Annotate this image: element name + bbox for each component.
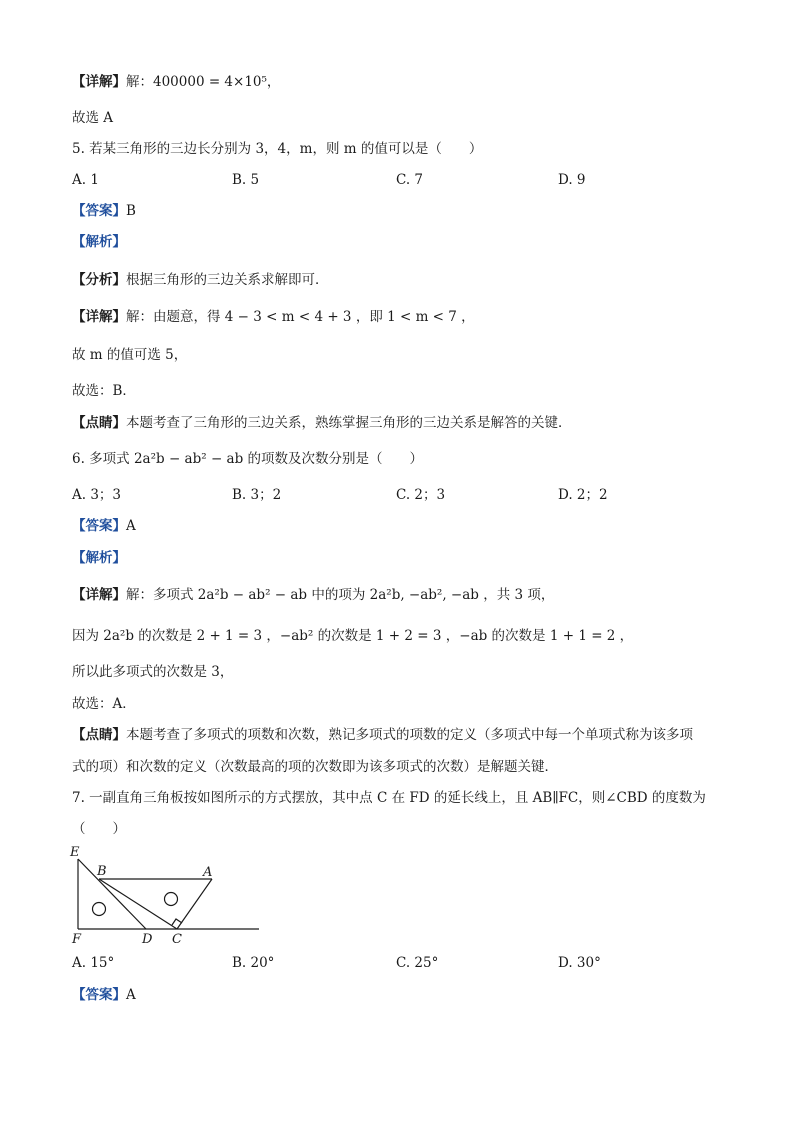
q7-stem-2: （ ） — [72, 821, 126, 837]
label-b: B — [97, 864, 107, 879]
label-d: D — [142, 932, 153, 947]
label-c: C — [172, 932, 182, 947]
triangle-hole-left — [93, 903, 106, 916]
q7-stem: 7. 一副直角三角板按如图所示的方式摆放，其中点 C 在 FD 的延长线上，且 AB∥FC，则∠CBD 的度数为 — [72, 790, 706, 806]
detail-tag: 【详解】 — [72, 74, 126, 90]
dianjing-tag: 【点睛】 — [72, 415, 126, 431]
dianjing-tag: 【点睛】 — [72, 727, 126, 743]
q5-dianjing-line: 【点睛】本题考查了三角形的三边关系，熟练掌握三角形的三边关系是解答的关键． — [72, 415, 572, 431]
answer-tag: 【答案】 — [72, 518, 126, 534]
q7-option-c: C. 25° — [396, 955, 439, 971]
q5-stem: 5. 若某三角形的三边长分别为 3，4，m，则 m 的值可以是（ ） — [72, 141, 483, 157]
label-e: E — [70, 845, 80, 860]
q5-analysis-tag: 【解析】 — [72, 234, 126, 250]
q6-detail-line-4: 故选：A． — [72, 696, 136, 712]
q4-conclusion: 故选 A — [72, 110, 114, 126]
q5-option-a: A. 1 — [72, 172, 99, 188]
q5-detail-line-2: 故 m 的值可选 5， — [72, 347, 188, 363]
q5-detail-line: 【详解】解：由题意，得 4 − 3 < m < 4 + 3 ，即 1 < m < 7 ， — [72, 309, 475, 325]
q5-option-b: B. 5 — [232, 172, 260, 188]
q4-expression: 400000 = 4×10⁵， — [153, 74, 281, 90]
segment-ac — [177, 879, 212, 929]
q5-option-c: C. 7 — [396, 172, 424, 188]
label-a: A — [203, 865, 213, 880]
q5-fenxi-line: 【分析】根据三角形的三边关系求解即可． — [72, 272, 329, 288]
q6-option-b: B. 3；2 — [232, 487, 282, 503]
q6-option-d: D. 2；2 — [558, 487, 608, 503]
q4-detail-line: 【详解】解：400000 = 4×10⁵， — [72, 74, 281, 90]
q6-stem: 6. 多项式 2a²b − ab² − ab 的项数及次数分别是（ ） — [72, 451, 424, 467]
q6-detail-line-3: 所以此多项式的次数是 3， — [72, 664, 234, 680]
triangle-figure — [66, 843, 266, 951]
q6-analysis-tag: 【解析】 — [72, 550, 126, 566]
q6-detail-line: 【详解】解：多项式 2a²b − ab² − ab 中的项为 2a²b, −ab², −ab ，共 3 项， — [72, 587, 555, 603]
triangle-diagram — [66, 843, 266, 951]
answer-tag: 【答案】 — [72, 203, 126, 219]
segment-ed — [78, 859, 146, 929]
q5-option-d: D. 9 — [558, 172, 586, 188]
detail-tag: 【详解】 — [72, 309, 126, 325]
fenxi-tag: 【分析】 — [72, 272, 126, 288]
q7-option-a: A. 15° — [72, 955, 115, 971]
q6-option-c: C. 2；3 — [396, 487, 446, 503]
q7-answer-line — [72, 985, 136, 1005]
label-f: F — [72, 932, 82, 947]
q6-detail-line-2: 因为 2a²b 的次数是 2 + 1 = 3 ，−ab² 的次数是 1 + 2 = 3 ，−ab 的次数是 1 + 1 = 2 ， — [72, 628, 634, 644]
q6-answer-line — [72, 516, 136, 536]
q7-answer: A — [126, 987, 136, 1003]
q5-answer: B — [126, 203, 136, 219]
q5-answer-line — [72, 201, 136, 221]
q5-detail-line-3: 故选：B． — [72, 383, 136, 399]
detail-tag: 【详解】 — [72, 587, 126, 603]
q6-option-a: A. 3；3 — [72, 487, 122, 503]
q7-option-b: B. 20° — [232, 955, 275, 971]
triangle-hole-right — [165, 893, 178, 906]
q6-dianjing-line: 【点睛】本题考查了多项式的项数和次数，熟记多项式的项数的定义（多项式中每一个单项式称为该多项 — [72, 727, 693, 743]
answer-tag: 【答案】 — [72, 987, 126, 1003]
q6-answer: A — [126, 518, 136, 534]
q6-dianjing-line-2: 式的项）和次数的定义（次数最高的项的次数即为该多项式的次数）是解题关键． — [72, 759, 558, 775]
q7-option-d: D. 30° — [558, 955, 601, 971]
